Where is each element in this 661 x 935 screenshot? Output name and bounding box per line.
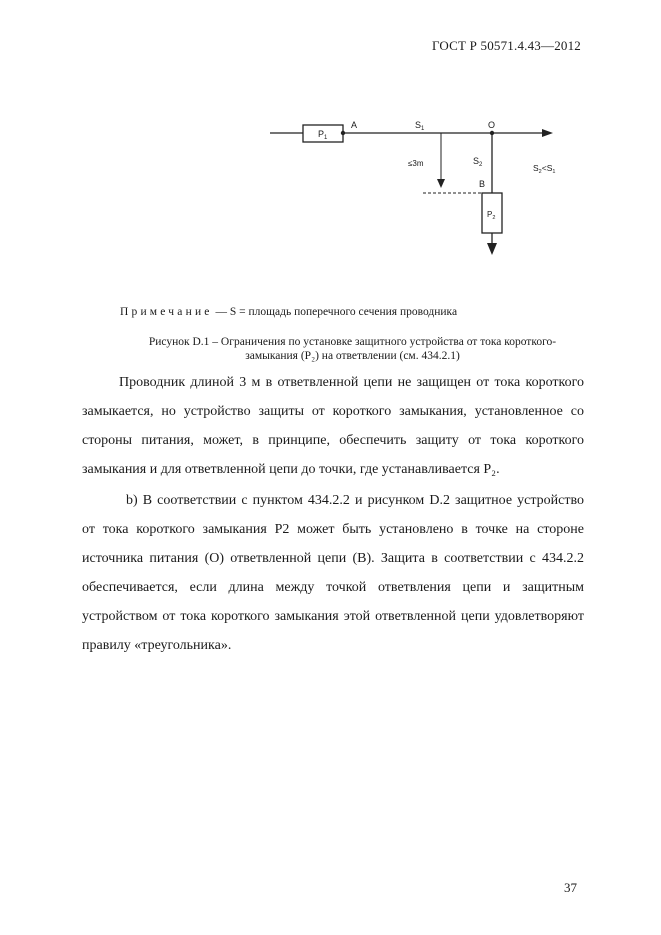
- paragraph-2: b) В соответствии с пунктом 434.2.2 и рисунком D.2 защитное устройство от тока короткого замыкания P2 может быть установлено в точке на стороне источника питания (O) ответвленной цепи (B). Защита в соответствии с 434.2.2 обеспечивается, если длина между точкой ответвления цепи и защитным устройством от тока короткого замыкания этой ответвленной цепи удовлетворяют правилу «треугольника».: [82, 493, 584, 653]
- main-line-arrowhead: [542, 129, 553, 137]
- branch-circuit-diagram: [255, 108, 575, 268]
- node-a: [341, 131, 345, 135]
- device-p1-label: $P_1$: [318, 129, 328, 141]
- label-b: B: [479, 179, 486, 189]
- note-text: S = площадь поперечного сечения проводника: [229, 306, 458, 318]
- figure-caption: [100, 335, 605, 363]
- caption-line-1: Рисунок D.1 – Ограничения по установке защитного устройства от тока короткого-: [148, 336, 557, 348]
- note-dash: —: [215, 306, 227, 318]
- device-p2-label: $P_2$: [487, 210, 496, 221]
- figure-note: [120, 306, 457, 318]
- diagram-svg: [255, 108, 575, 268]
- label-distance: ≤3m: [408, 159, 424, 168]
- label-a: A: [351, 120, 358, 130]
- label-relation: $S_2<S_1$: [533, 163, 556, 175]
- distance-arrowhead: [437, 179, 445, 188]
- label-s1: $S_1$: [415, 120, 425, 132]
- label-s2: $S_2$: [473, 156, 483, 168]
- branch-arrowhead: [487, 243, 497, 255]
- caption-line-2: замыкания (P₂) на ответвлении (см. 434.2.1): [245, 350, 460, 362]
- label-o: O: [488, 120, 496, 130]
- document-header: ГОСТ Р 50571.4.43—2012: [432, 38, 581, 53]
- note-label: Примечание: [120, 306, 213, 318]
- page-number: 37: [564, 880, 577, 895]
- paragraph-1: Проводник длиной 3 м в ответвленной цепи не защищен от тока короткого замыкается, но устройство защиты от короткого замыкания, установленное со стороны питания, может, в принципе, обеспечить защиту от тока короткого замыкания и для ответвленной цепи до точки, где устанавливается P₂.: [82, 375, 584, 477]
